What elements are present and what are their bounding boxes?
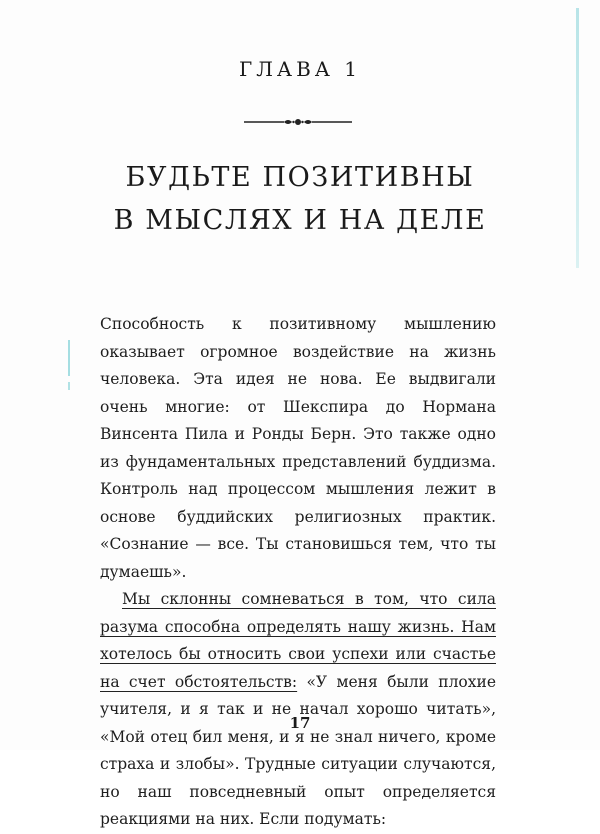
paragraph: Способность к позитивному мышлению оказывает огромное воздействие на жизнь человека. Эта идея не нова. Ее выдвигали очень многие: от Шекспира до Нормана Винсента Пила и Ронды Берн. Это также одно из фундаментальных представлений буддизма. Контроль над процессом мышления лежит в основе буддийских религиозных практик. «Сознание — все. Ты становишься тем, что ты думаешь». xyxy=(100,315,496,581)
margin-highlight-mark xyxy=(68,340,70,376)
underlined-passage: Мы склонны сомневаться в том, что сила разума способна определять нашу жизнь. Нам хотелось бы относить свои успехи или счастье на счет обстоятельств: xyxy=(100,590,496,691)
margin-highlight-mark xyxy=(68,382,70,390)
paragraph xyxy=(100,586,496,834)
chapter-title-line: БУДЬТЕ ПОЗИТИВНЫ xyxy=(125,162,475,193)
page-number: 17 xyxy=(289,714,311,732)
ornamental-divider-icon xyxy=(244,116,352,128)
body-text xyxy=(100,311,496,834)
chapter-title-line: В МЫСЛЯХ И НА ДЕЛЕ xyxy=(113,205,487,236)
chapter-label: ГЛАВА 1 xyxy=(238,57,361,81)
paragraph-continuation: «У меня были плохие учителя, и я так и не начал хорошо читать», «Мой отец бил меня, и я не знал ничего, кроме страха и злобы». Трудные ситуации случаются, но наш повседневный опыт определяется реакциями на них. Если подумать: xyxy=(100,672,496,828)
chapter-title xyxy=(0,156,600,242)
